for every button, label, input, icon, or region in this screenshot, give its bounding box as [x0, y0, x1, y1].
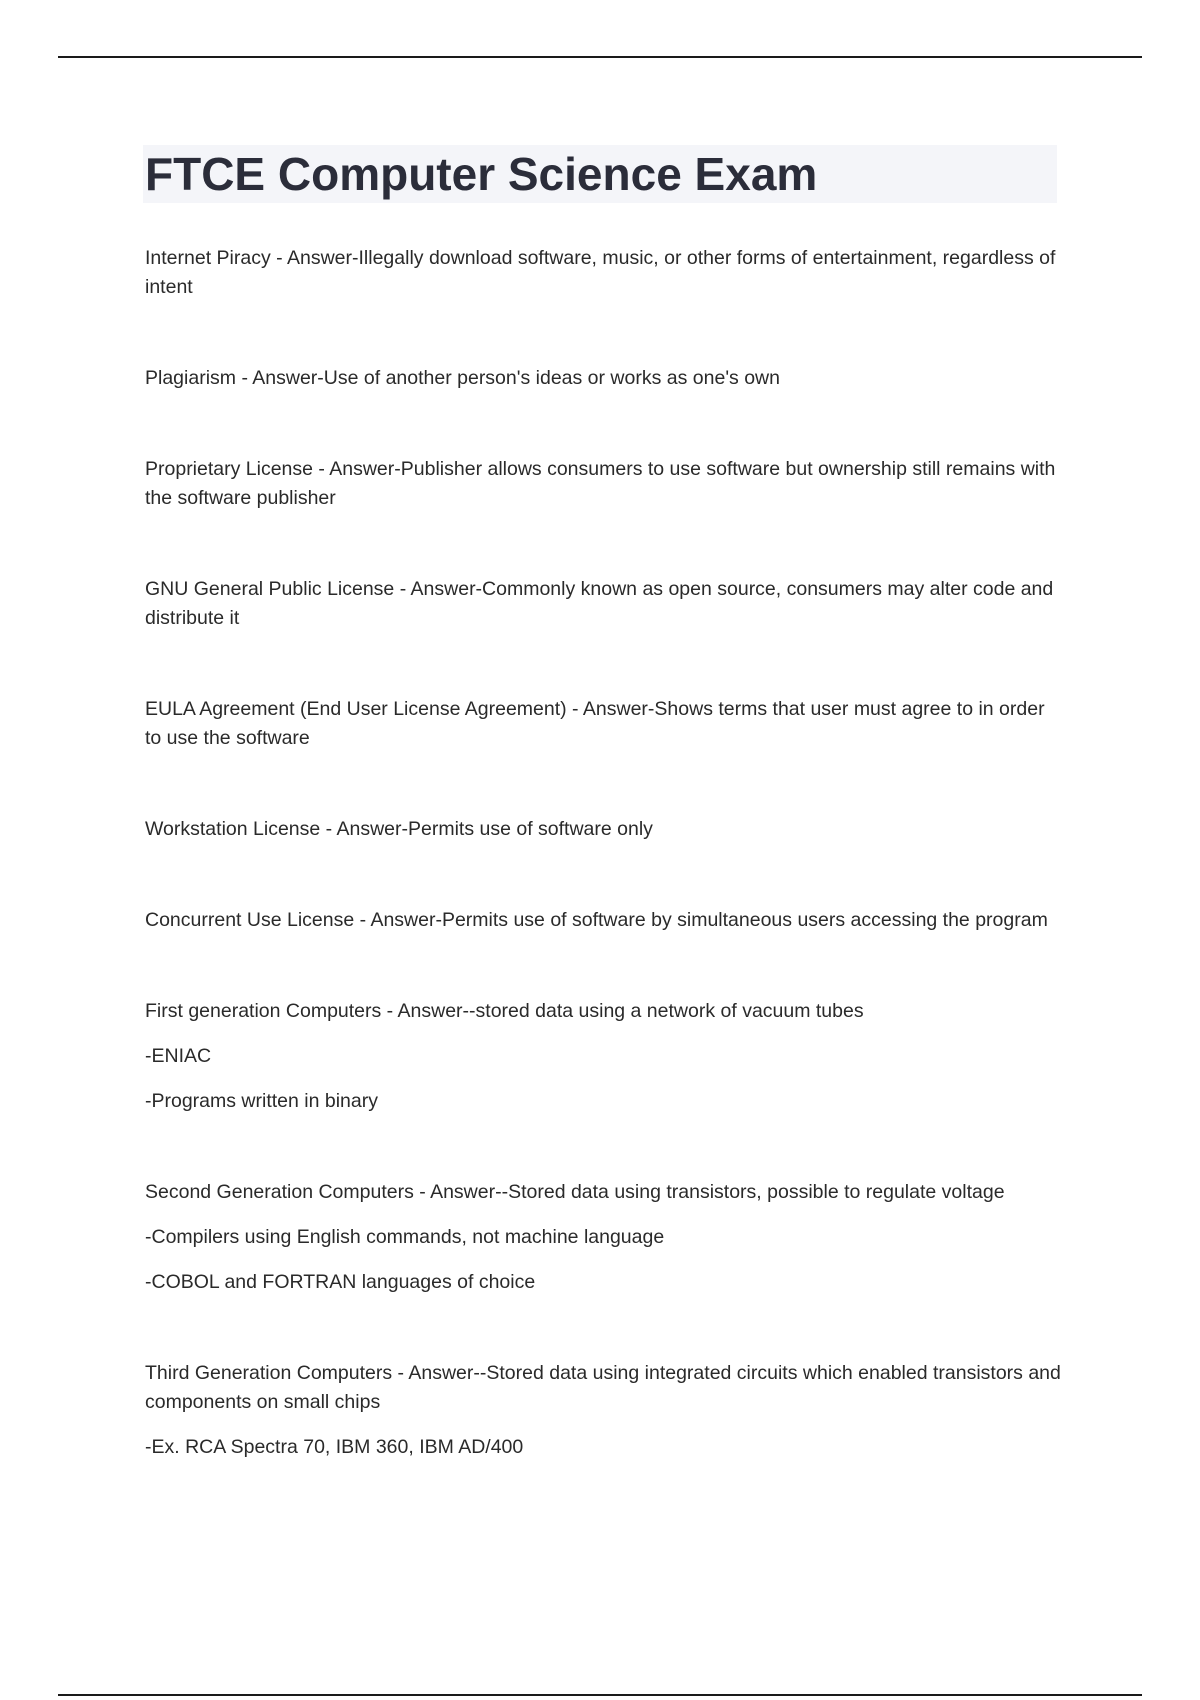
top-divider — [58, 56, 1142, 58]
entry-first-generation — [145, 997, 1065, 1116]
entry-text: Concurrent Use License - Answer-Permits use of software by simultaneous users accessing the program — [145, 909, 1048, 931]
entry-text: Second Generation Computers - Answer--Stored data using transistors, possible to regulate voltage — [145, 1181, 1005, 1203]
entry-text: Internet Piracy - Answer-Illegally download software, music, or other forms of entertainment, regardless of intent — [145, 247, 1056, 298]
entry-text: Workstation License - Answer-Permits use of software only — [145, 818, 653, 840]
bottom-divider — [58, 1694, 1142, 1696]
entry-text: Plagiarism - Answer-Use of another person's ideas or works as one's own — [145, 367, 780, 389]
entry-third-generation — [145, 1359, 1065, 1462]
entry-workstation-license — [145, 815, 1065, 844]
page-title: FTCE Computer Science Exam — [145, 148, 818, 200]
entry-eula — [145, 695, 1065, 753]
entry-text: Proprietary License - Answer-Publisher allows consumers to use software but ownership still remains with the software publisher — [145, 458, 1056, 509]
entry-concurrent-use-license — [145, 906, 1065, 935]
entry-second-generation — [145, 1178, 1065, 1297]
entry-subpoint: -Compilers using English commands, not machine language — [145, 1226, 665, 1248]
entry-subpoint: -COBOL and FORTRAN languages of choice — [145, 1271, 536, 1293]
entry-subpoint: -ENIAC — [145, 1045, 212, 1067]
entry-text: First generation Computers - Answer--stored data using a network of vacuum tubes — [145, 1000, 864, 1022]
entry-internet-piracy — [145, 244, 1065, 302]
entry-plagiarism — [145, 364, 1065, 393]
entry-subpoint: -Ex. RCA Spectra 70, IBM 360, IBM AD/400 — [145, 1436, 524, 1458]
flashcard-list — [145, 244, 1065, 1524]
entry-subpoint: -Programs written in binary — [145, 1090, 378, 1112]
title-band — [143, 145, 1057, 203]
entry-text: EULA Agreement (End User License Agreement) - Answer-Shows terms that user must agree to in order to use the software — [145, 698, 1045, 749]
entry-text: GNU General Public License - Answer-Commonly known as open source, consumers may alter code and distribute it — [145, 578, 1054, 629]
entry-text: Third Generation Computers - Answer--Stored data using integrated circuits which enabled transistors and components on small chips — [145, 1362, 1061, 1413]
entry-gnu-gpl — [145, 575, 1065, 633]
entry-proprietary-license — [145, 455, 1065, 513]
